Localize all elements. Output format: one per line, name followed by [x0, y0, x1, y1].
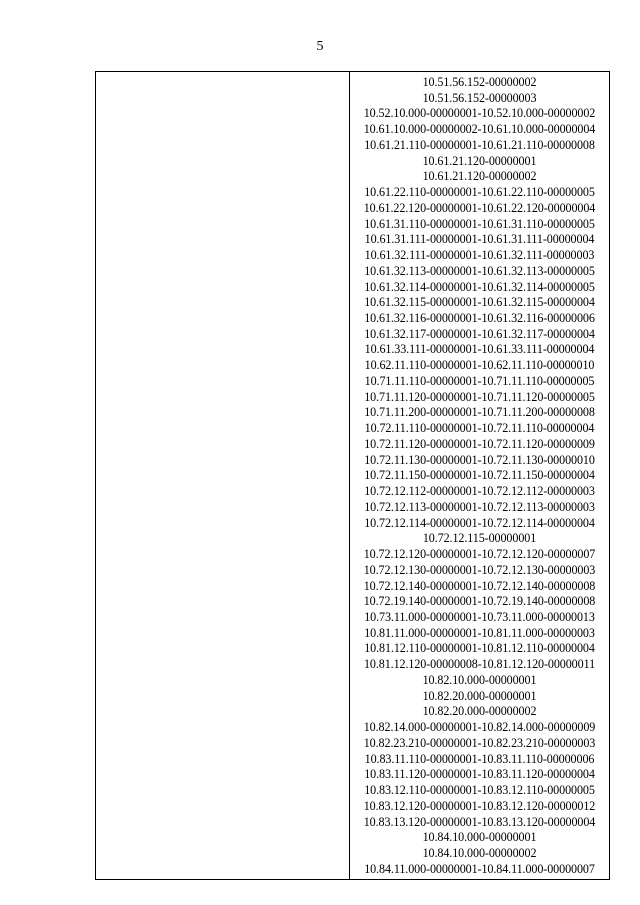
- code-entry: 10.72.12.120-00000001-10.72.12.120-00000007: [363, 547, 596, 562]
- code-entry: 10.61.33.111-00000001-10.61.33.111-00000004: [364, 342, 595, 357]
- code-entry: 10.72.11.130-00000001-10.72.11.130-00000010: [364, 452, 595, 467]
- code-entry: 10.82.23.210-00000001-10.82.23.210-00000003: [363, 735, 596, 750]
- page-number: 5: [316, 39, 324, 54]
- code-entry: 10.72.11.150-00000001-10.72.11.150-00000004: [364, 468, 595, 483]
- code-entry: 10.81.12.110-00000001-10.81.12.110-00000004: [364, 641, 595, 656]
- code-entry: 10.61.31.111-00000001-10.61.31.111-00000004: [364, 232, 595, 247]
- code-table: [95, 71, 610, 880]
- code-entry: 10.84.10.000-00000002: [422, 845, 537, 860]
- code-entry: 10.71.11.200-00000001-10.71.11.200-00000008: [364, 405, 595, 420]
- code-entry: 10.61.10.000-00000002-10.61.10.000-00000004: [363, 122, 596, 137]
- code-entry: 10.72.11.110-00000001-10.72.11.110-00000004: [364, 421, 595, 436]
- code-entry: 10.82.20.000-00000001: [422, 688, 537, 703]
- code-entry: 10.61.22.110-00000001-10.61.22.110-00000005: [364, 185, 595, 200]
- code-entry: 10.61.21.120-00000001: [422, 153, 537, 168]
- code-entry: 10.84.10.000-00000001: [422, 830, 537, 845]
- code-entry: 10.52.10.000-00000001-10.52.10.000-00000002: [363, 106, 596, 121]
- code-entry: 10.62.11.110-00000001-10.62.11.110-00000010: [364, 358, 595, 373]
- table-row: [96, 72, 610, 880]
- code-entry: 10.51.56.152-00000002: [422, 75, 537, 89]
- code-entry: 10.83.12.120-00000001-10.83.12.120-00000012: [363, 798, 596, 813]
- code-entry: 10.82.14.000-00000001-10.82.14.000-00000009: [363, 720, 596, 735]
- code-entry: 10.72.11.120-00000001-10.72.11.120-00000009: [364, 436, 595, 451]
- code-entry: 10.72.19.140-00000001-10.72.19.140-00000008: [363, 594, 596, 609]
- code-entry: 10.81.11.000-00000001-10.81.11.000-00000003: [364, 625, 595, 640]
- code-entry: 10.72.12.115-00000001: [422, 531, 537, 546]
- code-entry: 10.61.32.116-00000001-10.61.32.116-00000006: [364, 311, 595, 326]
- code-entry: 10.72.12.130-00000001-10.72.12.130-00000003: [363, 562, 596, 577]
- code-entry: 10.82.10.000-00000001: [422, 672, 537, 687]
- code-entry: 10.72.12.114-00000001-10.72.12.114-00000004: [364, 515, 595, 530]
- code-entry: 10.61.21.110-00000001-10.61.21.110-00000008: [364, 137, 595, 152]
- code-entry: 10.61.22.120-00000001-10.61.22.120-00000004: [363, 200, 596, 215]
- right-cell: [350, 72, 610, 880]
- code-entry: 10.82.20.000-00000002: [422, 704, 537, 719]
- left-cell: [96, 72, 350, 880]
- code-entry: 10.61.21.120-00000002: [422, 169, 537, 184]
- code-entry: 10.81.12.120-00000008-10.81.12.120-00000011: [363, 657, 596, 672]
- code-list: [350, 72, 609, 879]
- code-entry: 10.83.11.120-00000001-10.83.11.120-00000004: [364, 767, 595, 782]
- code-entry: 10.83.13.120-00000001-10.83.13.120-00000004: [363, 814, 596, 829]
- code-entry: 10.72.12.113-00000001-10.72.12.113-00000003: [364, 499, 595, 514]
- code-entry: 10.61.31.110-00000001-10.61.31.110-00000005: [364, 216, 595, 231]
- code-entry: 10.83.12.110-00000001-10.83.12.110-00000005: [364, 783, 595, 798]
- code-entry: 10.61.32.113-00000001-10.61.32.113-00000005: [364, 263, 595, 278]
- code-entry: 10.72.12.140-00000001-10.72.12.140-00000008: [363, 578, 596, 593]
- code-entry: 10.61.32.114-00000001-10.61.32.114-00000005: [364, 279, 595, 294]
- code-entry: 10.84.11.000-00000001-10.84.11.000-00000007: [364, 861, 595, 876]
- code-entry: 10.61.32.115-00000001-10.61.32.115-00000004: [364, 295, 595, 310]
- code-entry: 10.51.56.152-00000003: [422, 90, 537, 105]
- code-entry: 10.61.32.111-00000001-10.61.32.111-00000003: [364, 248, 595, 263]
- code-entry: 10.71.11.110-00000001-10.71.11.110-00000005: [364, 373, 595, 388]
- code-entry: 10.73.11.000-00000001-10.73.11.000-00000013: [364, 609, 595, 624]
- code-entry: 10.72.12.112-00000001-10.72.12.112-00000003: [364, 484, 595, 499]
- code-entry: 10.71.11.120-00000001-10.71.11.120-00000005: [364, 389, 595, 404]
- code-entry: 10.83.11.110-00000001-10.83.11.110-00000006: [364, 751, 595, 766]
- code-entry: 10.61.32.117-00000001-10.61.32.117-00000004: [364, 326, 595, 341]
